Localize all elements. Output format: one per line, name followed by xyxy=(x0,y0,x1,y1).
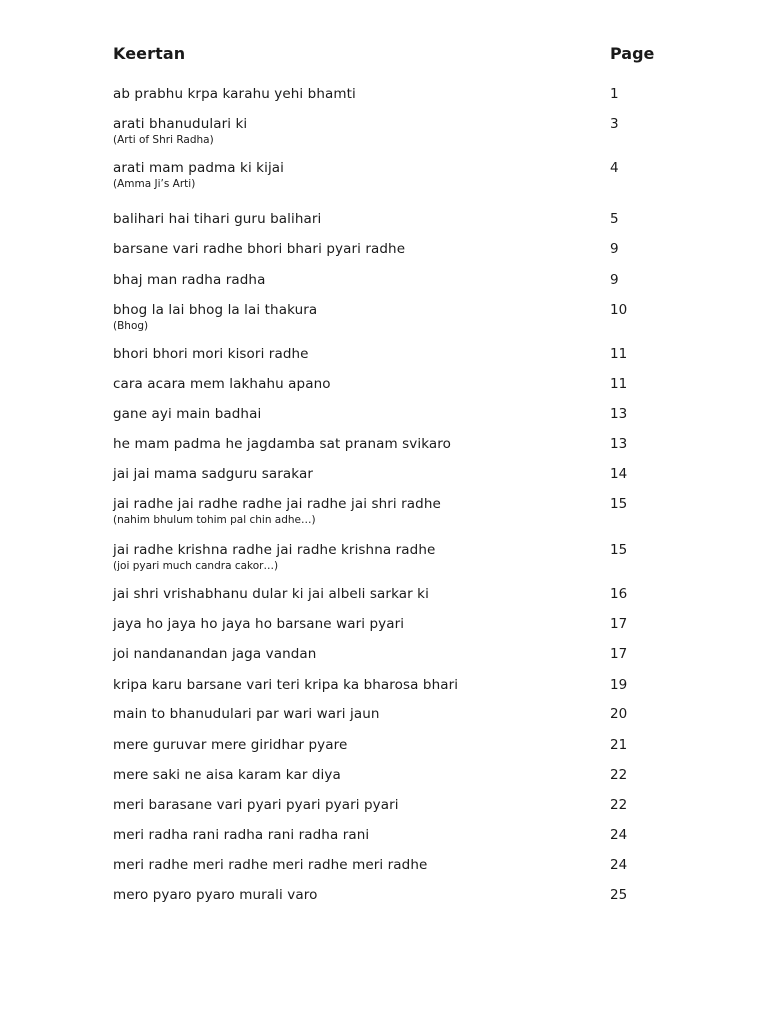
entry-page-number: 9 xyxy=(610,272,619,288)
entry-page-number: 3 xyxy=(610,116,619,132)
entry-page-number: 19 xyxy=(610,677,628,693)
entry-page-number: 11 xyxy=(610,376,628,392)
entry-title: jai jai mama sadguru sarakar xyxy=(113,466,313,482)
entry-page-number: 10 xyxy=(610,302,628,318)
entry-title: main to bhanudulari par wari wari jaun xyxy=(113,706,380,722)
entry-page-number: 20 xyxy=(610,706,628,722)
entry-subtitle: (Bhog) xyxy=(113,320,149,332)
entry-title: ab prabhu krpa karahu yehi bhamti xyxy=(113,86,356,102)
entry-title: gane ayi main badhai xyxy=(113,406,262,422)
entry-title: balihari hai tihari guru balihari xyxy=(113,211,322,227)
keertan-column-heading: Keertan xyxy=(113,44,186,63)
entry-subtitle: (nahim bhulum tohim pal chin adhe…) xyxy=(113,514,316,526)
entry-title: jai radhe krishna radhe jai radhe krishna radhe xyxy=(113,542,436,558)
entry-title: bhog la lai bhog la lai thakura xyxy=(113,302,318,318)
entry-page-number: 24 xyxy=(610,827,628,843)
entry-page-number: 14 xyxy=(610,466,628,482)
entry-page-number: 17 xyxy=(610,616,628,632)
page-column-heading: Page xyxy=(610,44,655,63)
entry-title: barsane vari radhe bhori bhari pyari radhe xyxy=(113,241,406,257)
entry-title: bhori bhori mori kisori radhe xyxy=(113,346,309,362)
entry-title: joi nandanandan jaga vandan xyxy=(113,646,317,662)
entry-page-number: 13 xyxy=(610,436,628,452)
entry-title: arati bhanudulari ki xyxy=(113,116,248,132)
keertan-index-list xyxy=(113,0,653,1024)
entry-title: jai radhe jai radhe radhe jai radhe jai shri radhe xyxy=(113,496,441,512)
entry-title: meri barasane vari pyari pyari pyari pyari xyxy=(113,797,399,813)
entry-title: jai shri vrishabhanu dular ki jai albeli sarkar ki xyxy=(113,586,429,602)
entry-page-number: 5 xyxy=(610,211,619,227)
entry-page-number: 4 xyxy=(610,160,619,176)
entry-page-number: 22 xyxy=(610,797,628,813)
entry-page-number: 15 xyxy=(610,496,628,512)
entry-subtitle: (Amma Ji’s Arti) xyxy=(113,178,196,190)
entry-page-number: 25 xyxy=(610,887,628,903)
entry-page-number: 24 xyxy=(610,857,628,873)
entry-subtitle: (Arti of Shri Radha) xyxy=(113,134,214,146)
entry-title: arati mam padma ki kijai xyxy=(113,160,285,176)
entry-title: bhaj man radha radha xyxy=(113,272,266,288)
entry-title: mero pyaro pyaro murali varo xyxy=(113,887,318,903)
entry-title: cara acara mem lakhahu apano xyxy=(113,376,331,392)
entry-title: mere saki ne aisa karam kar diya xyxy=(113,767,341,783)
entry-page-number: 9 xyxy=(610,241,619,257)
entry-page-number: 22 xyxy=(610,767,628,783)
entry-title: meri radhe meri radhe meri radhe meri radhe xyxy=(113,857,428,873)
entry-page-number: 21 xyxy=(610,737,628,753)
entry-title: he mam padma he jagdamba sat pranam svikaro xyxy=(113,436,452,452)
entry-page-number: 17 xyxy=(610,646,628,662)
entry-subtitle: (joi pyari much candra cakor…) xyxy=(113,560,279,572)
entry-title: mere guruvar mere giridhar pyare xyxy=(113,737,348,753)
entry-page-number: 15 xyxy=(610,542,628,558)
entry-page-number: 11 xyxy=(610,346,628,362)
entry-title: jaya ho jaya ho jaya ho barsane wari pyari xyxy=(113,616,405,632)
entry-page-number: 13 xyxy=(610,406,628,422)
entry-page-number: 16 xyxy=(610,586,628,602)
entry-title: kripa karu barsane vari teri kripa ka bharosa bhari xyxy=(113,677,459,693)
entry-page-number: 1 xyxy=(610,86,619,102)
entry-title: meri radha rani radha rani radha rani xyxy=(113,827,370,843)
